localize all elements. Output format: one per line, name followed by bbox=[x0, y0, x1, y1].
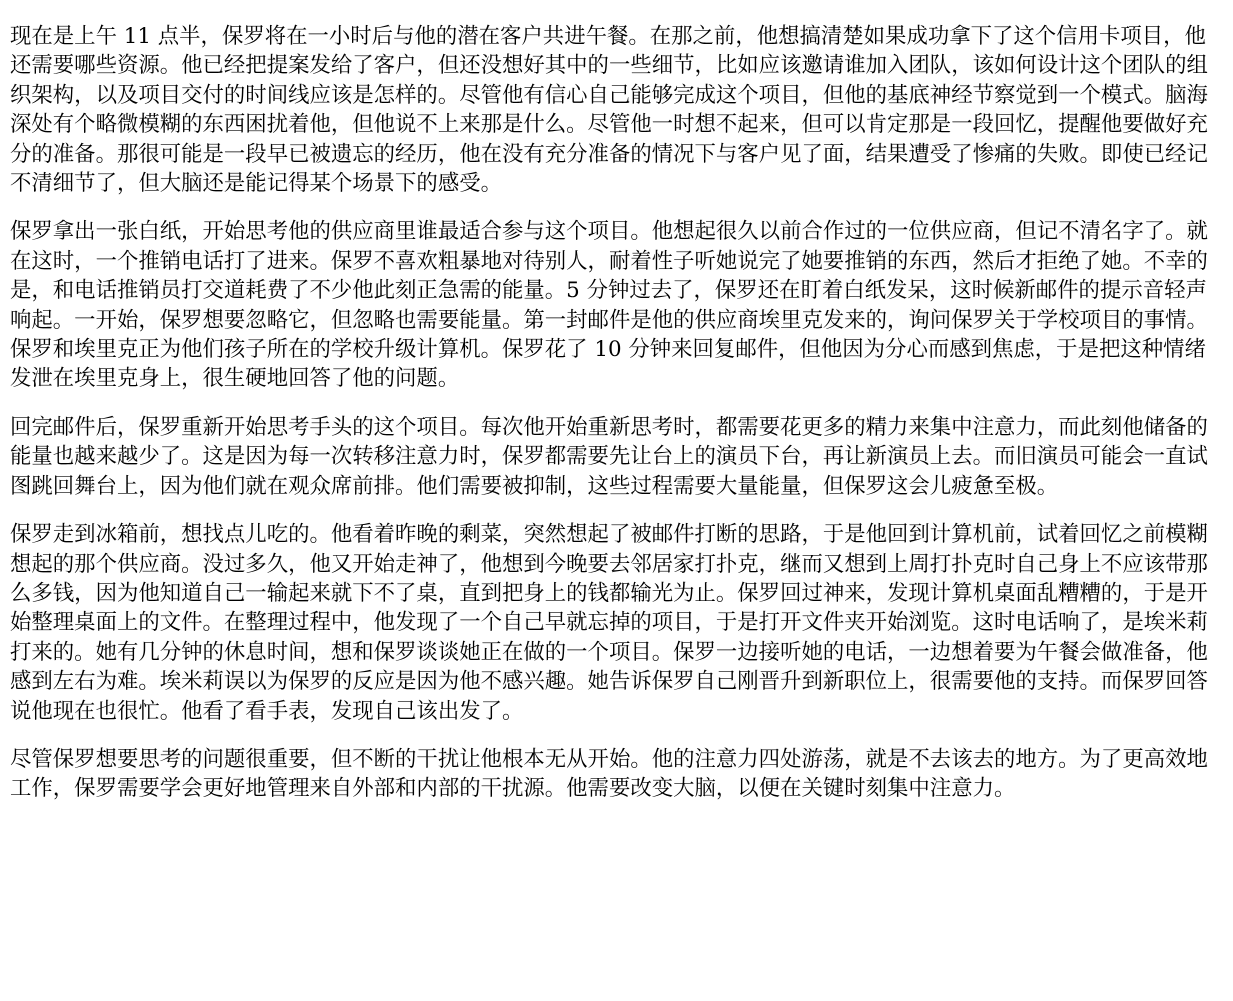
paragraph-5: 尽管保罗想要思考的问题很重要，但不断的干扰让他根本无从开始。他的注意力四处游荡，就是不去该去的地方。为了更高效地工作，保罗需要学会更好地管理来自外部和内部的干扰源。他需要改变大脑，以便在关键时刻集中注意力。 bbox=[10, 746, 1208, 802]
paragraph-1: 现在是上午 11 点半，保罗将在一小时后与他的潜在客户共进午餐。在那之前，他想搞清楚如果成功拿下了这个信用卡项目，他还需要哪些资源。他已经把提案发给了客户，但还没想好其中的一些细节，比如应该邀请谁加入团队，该如何设计这个团队的组织架构，以及项目交付的时间线应该是怎样的。尽管他有信心自己能够完成这个项目，但他的基底神经节察觉到一个模式。脑海深处有个略微模糊的东西困扰着他，但他说不上来那是什么。尽管他一时想不起来，但可以肯定那是一段回忆，提醒他要做好充分的准备。那很可能是一段早已被遗忘的经历，他在没有充分准备的情况下与客户见了面，结果遭受了惨痛的失败。即使已经记不清细节了，但大脑还是能记得某个场景下的感受。 bbox=[10, 24, 1208, 197]
document-body bbox=[10, 22, 1224, 804]
paragraph-4: 保罗走到冰箱前，想找点儿吃的。他看着昨晚的剩菜，突然想起了被邮件打断的思路，于是他回到计算机前，试着回忆之前模糊想起的那个供应商。没过多久，他又开始走神了，他想到今晚要去邻居家打扑克，继而又想到上周打扑克时自己身上不应该带那么多钱，因为他知道自己一输起来就下不了桌，直到把身上的钱都输光为止。保罗回过神来，发现计算机桌面乱糟糟的，于是开始整理桌面上的文件。在整理过程中，他发现了一个自己早就忘掉的项目，于是打开文件夹开始浏览。这时电话响了，是埃米莉打来的。她有几分钟的休息时间，想和保罗谈谈她正在做的一个项目。保罗一边接听她的电话，一边想着要为午餐会做准备，他感到左右为难。埃米莉误以为保罗的反应是因为他不感兴趣。她告诉保罗自己刚晋升到新职位上，很需要他的支持。而保罗回答说他现在也很忙。他看了看手表，发现自己该出发了。 bbox=[10, 522, 1208, 724]
paragraph-3: 回完邮件后，保罗重新开始思考手头的这个项目。每次他开始重新思考时，都需要花更多的精力来集中注意力，而此刻他储备的能量也越来越少了。这是因为每一次转移注意力时，保罗都需要先让台上的演员下台，再让新演员上去。而旧演员可能会一直试图跳回舞台上，因为他们就在观众席前排。他们需要被抑制，这些过程需要大量能量，但保罗这会儿疲惫至极。 bbox=[10, 414, 1208, 499]
paragraph-2: 保罗拿出一张白纸，开始思考他的供应商里谁最适合参与这个项目。他想起很久以前合作过的一位供应商，但记不清名字了。就在这时，一个推销电话打了进来。保罗不喜欢粗暴地对待别人，耐着性子听她说完了她要推销的东西，然后才拒绝了她。不幸的是，和电话推销员打交道耗费了不少他此刻正急需的能量。5 分钟过去了，保罗还在盯着白纸发呆，这时候新邮件的提示音轻声响起。一开始，保罗想要忽略它，但忽略也需要能量。第一封邮件是他的供应商埃里克发来的，询问保罗关于学校项目的事情。保罗和埃里克正为他们孩子所在的学校升级计算机。保罗花了 10 分钟来回复邮件，但他因为分心而感到焦虑，于是把这种情绪发泄在埃里克身上，很生硬地回答了他的问题。 bbox=[10, 219, 1208, 392]
